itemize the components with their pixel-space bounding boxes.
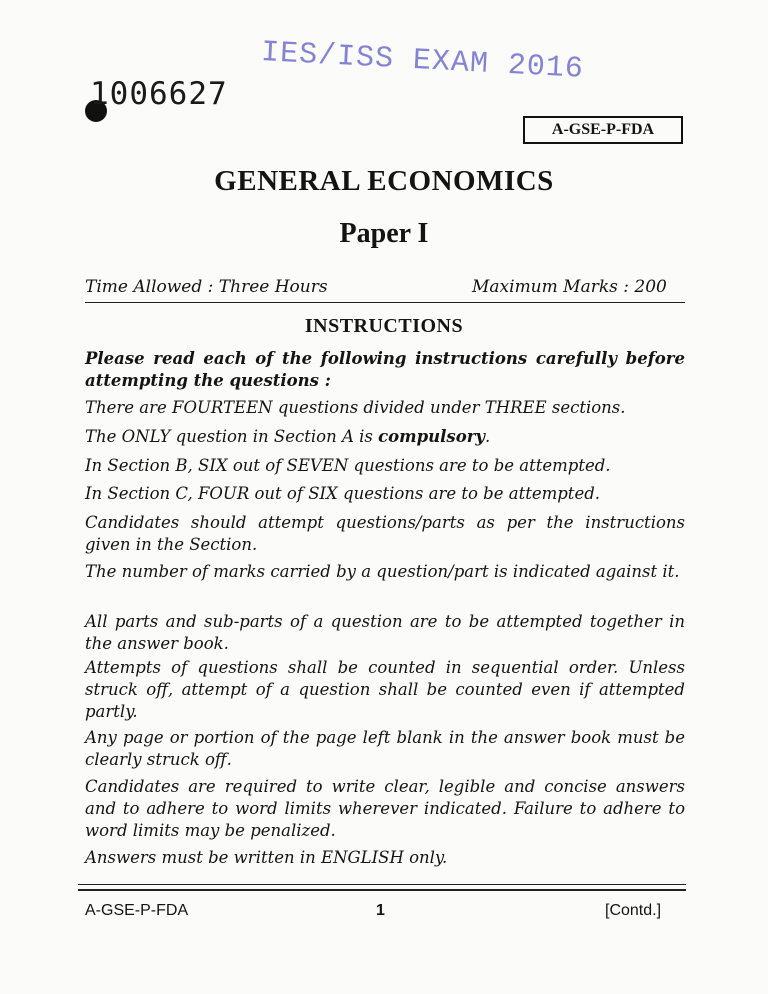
- footer-divider: [78, 884, 686, 885]
- footer-paper-code: A-GSE-P-FDA: [85, 902, 189, 919]
- instruction-item: Answers must be written in ENGLISH only.: [85, 848, 448, 867]
- instruction-item: All parts and sub-parts of a question are to be attempted together in the answer book.: [85, 612, 685, 653]
- exam-stamp: IES/ISS EXAM 2016: [260, 36, 585, 87]
- instruction-item: In Section B, SIX out of SEVEN questions are to be attempted.: [85, 456, 611, 475]
- instruction-item: The number of marks carried by a question/part is indicated against it.: [85, 562, 680, 581]
- instructions-heading: INSTRUCTIONS: [304, 315, 464, 337]
- instruction-item: Attempts of questions shall be counted in sequential order. Unless struck off, attempt of a question shall be counted even if attempted partly.: [85, 658, 685, 721]
- serial-number: 1006627: [90, 76, 228, 112]
- instruction-item: The ONLY question in Section A is compulsory.: [85, 427, 491, 446]
- footer-divider-thick: [78, 889, 686, 891]
- instruction-item: Candidates are required to write clear, legible and concise answers and to adhere to word limits wherever indicated. Failure to adhere to word limits may be penalized.: [85, 777, 685, 840]
- paper-code-box: A-GSE-P-FDA: [523, 116, 683, 144]
- instructions-intro: Please read each of the following instructions carefully before attempting the questions :: [85, 349, 685, 390]
- instruction-item: Candidates should attempt questions/parts as per the instructions given in the Section.: [85, 513, 685, 554]
- time-allowed: Time Allowed : Three Hours: [85, 277, 328, 297]
- instruction-item: Any page or portion of the page left blank in the answer book must be clearly struck off.: [85, 728, 685, 769]
- maximum-marks: Maximum Marks : 200: [472, 277, 667, 297]
- header-divider: [85, 302, 685, 303]
- instruction-item: In Section C, FOUR out of SIX questions are to be attempted.: [85, 484, 601, 503]
- paper-title: Paper I: [339, 218, 429, 249]
- instruction-item: There are FOURTEEN questions divided under THREE sections.: [85, 398, 626, 417]
- page-number: 1: [376, 902, 385, 919]
- subject-title: GENERAL ECONOMICS: [214, 165, 554, 197]
- footer-contd: [Contd.]: [605, 902, 662, 919]
